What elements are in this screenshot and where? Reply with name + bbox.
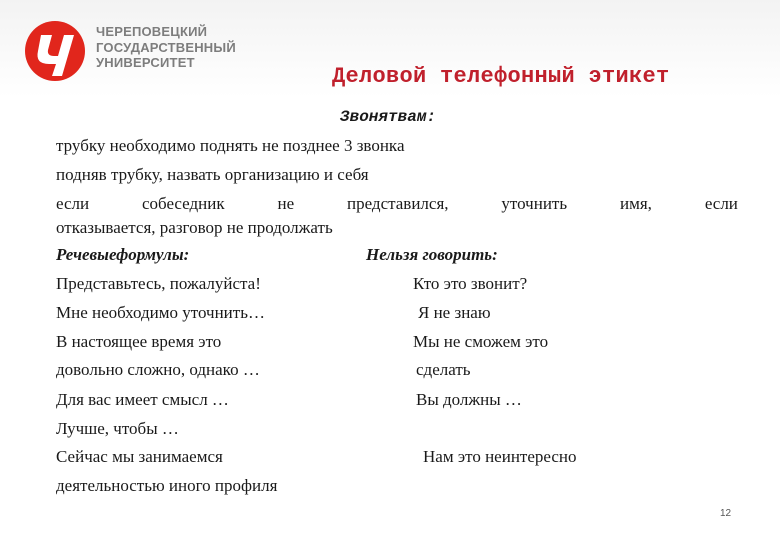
right-item: Я не знаю (418, 303, 491, 322)
page-number: 12 (720, 508, 732, 519)
right-heading: Нельзя говорить: (366, 245, 498, 264)
rule-3-word: собеседник (141, 194, 225, 213)
right-item: Нам это неинтересно (423, 447, 577, 466)
rule-3-continuation: отказывается, разговор не продолжать (56, 218, 333, 237)
left-item: Представьтесь, пожалуйста! (56, 274, 261, 293)
left-item: Лучше, чтобы … (56, 419, 179, 438)
rule-1: трубку необходимо поднять не позднее 3 звонка (56, 136, 405, 155)
right-item: Вы должны … (416, 390, 522, 409)
rule-3-word: уточнить (501, 194, 568, 213)
left-item: В настоящее время это (56, 332, 222, 351)
rule-3-word: если (56, 194, 90, 213)
rule-3 (56, 194, 738, 214)
rule-3-word: если (704, 194, 738, 213)
rule-3-word: имя, (620, 194, 652, 213)
subtitle: Звонятвам: (340, 108, 437, 126)
right-item: Мы не сможем это (413, 332, 549, 351)
university-logo-icon (24, 20, 86, 82)
university-name: ЧЕРЕПОВЕЦКИЙ ГОСУДАРСТВЕННЫЙ УНИВЕРСИТЕТ (96, 24, 236, 70)
left-item: Для вас имеет смысл … (56, 390, 229, 409)
left-item: Мне необходимо уточнить… (56, 303, 265, 322)
rule-3-word: не (277, 194, 295, 213)
left-item: деятельностью иного профиля (56, 476, 278, 495)
right-item: Кто это звонит? (413, 274, 528, 293)
left-item: довольно сложно, однако … (56, 360, 260, 379)
rule-3-word: представился, (347, 194, 449, 213)
rule-2: подняв трубку, назвать организацию и себя (56, 165, 369, 184)
page-title: Деловой телефонный этикет (332, 64, 670, 89)
left-heading: Речевыеформулы: (56, 245, 190, 264)
right-item: сделать (416, 360, 471, 379)
left-item: Сейчас мы занимаемся (56, 447, 223, 466)
